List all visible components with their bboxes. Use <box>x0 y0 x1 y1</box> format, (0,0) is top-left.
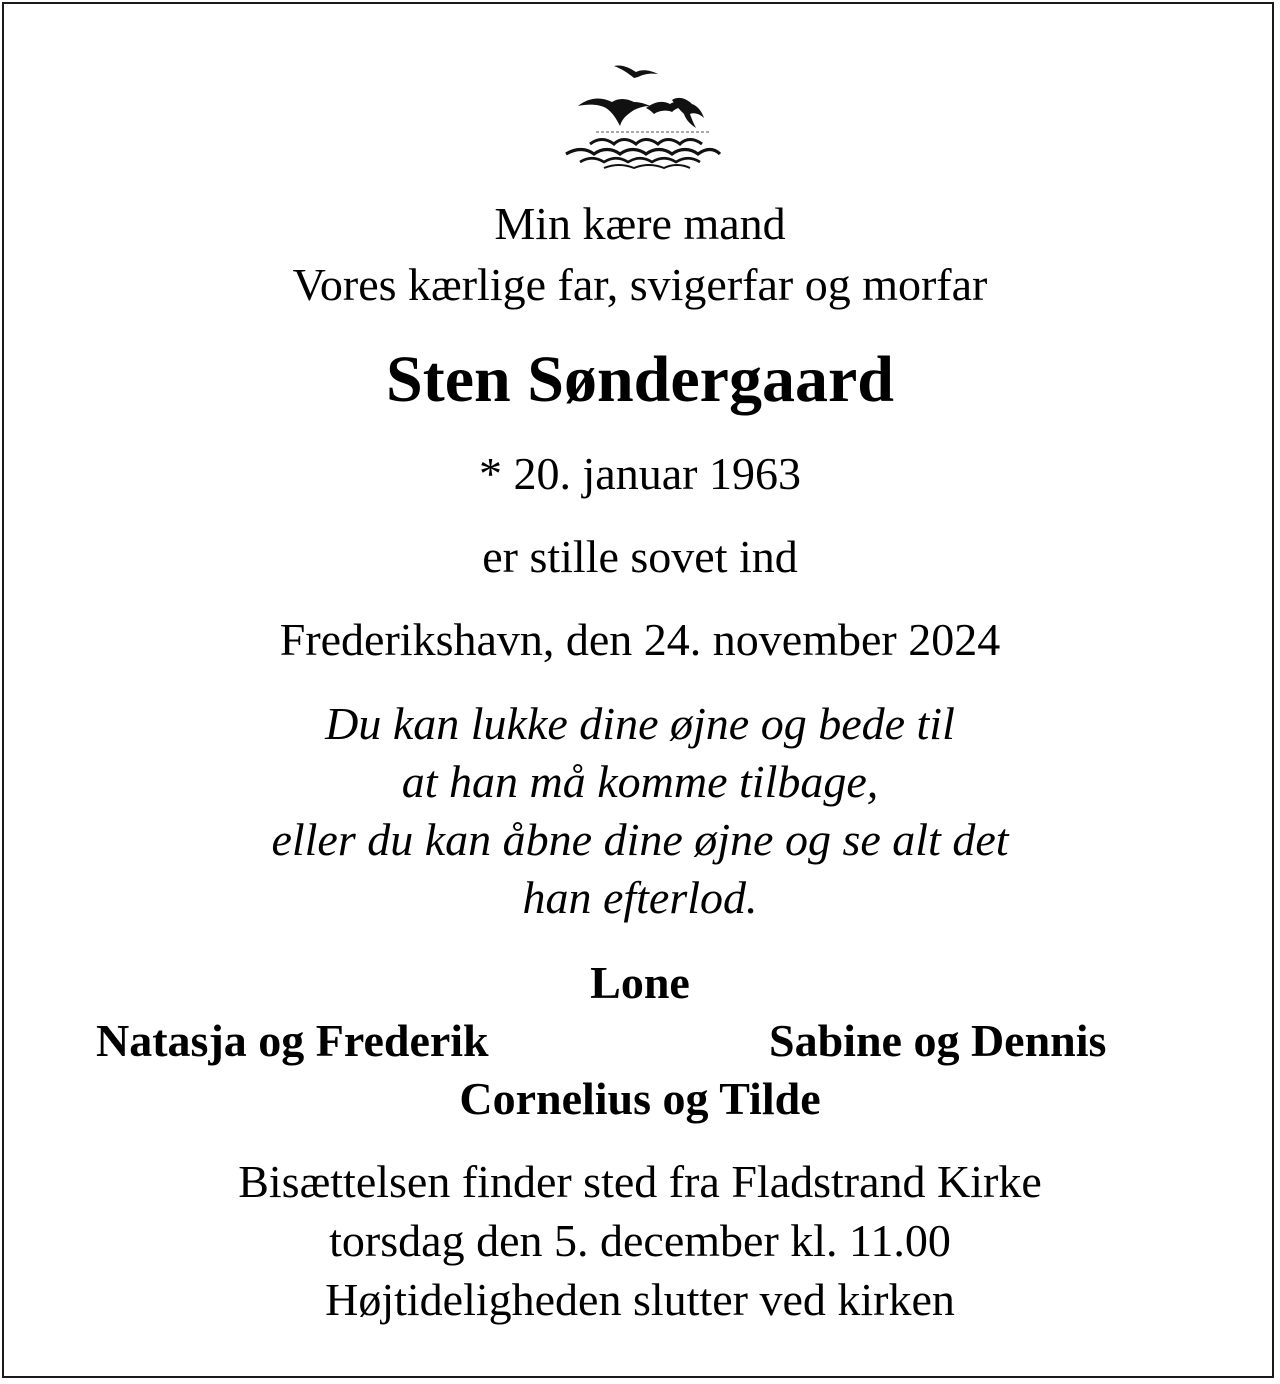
funeral-line-1: Bisættelsen finder sted fra Fladstrand Kirke <box>238 1156 1042 1207</box>
family-left: Natasja og Frederik <box>96 1015 489 1066</box>
family-spouse: Lone <box>590 957 690 1008</box>
verse-line-1: Du kan lukke dine øjne og bede til <box>325 698 955 749</box>
funeral-line-3: Højtideligheden slutter ved kirken <box>325 1274 955 1325</box>
header-line-1: Min kære mand <box>494 198 786 249</box>
verse-line-4: han efterlod. <box>522 872 758 923</box>
passed-text: er stille sovet ind <box>482 531 798 582</box>
funeral-line-2: torsdag den 5. december kl. 11.00 <box>329 1215 951 1266</box>
verse-line-2: at han må komme tilbage, <box>401 756 879 807</box>
seagulls-over-waves-icon <box>560 58 724 170</box>
place-and-date: Frederikshavn, den 24. november 2024 <box>279 614 1001 665</box>
birth-date: * 20. januar 1963 <box>479 448 801 499</box>
verse-line-3: eller du kan åbne dine øjne og se alt det <box>271 814 1009 865</box>
header-line-2: Vores kærlige far, svigerfar og morfar <box>292 259 988 310</box>
family-right: Sabine og Dennis <box>769 1015 1107 1066</box>
family-grandchildren: Cornelius og Tilde <box>459 1073 821 1124</box>
deceased-name: Sten Søndergaard <box>386 343 894 416</box>
